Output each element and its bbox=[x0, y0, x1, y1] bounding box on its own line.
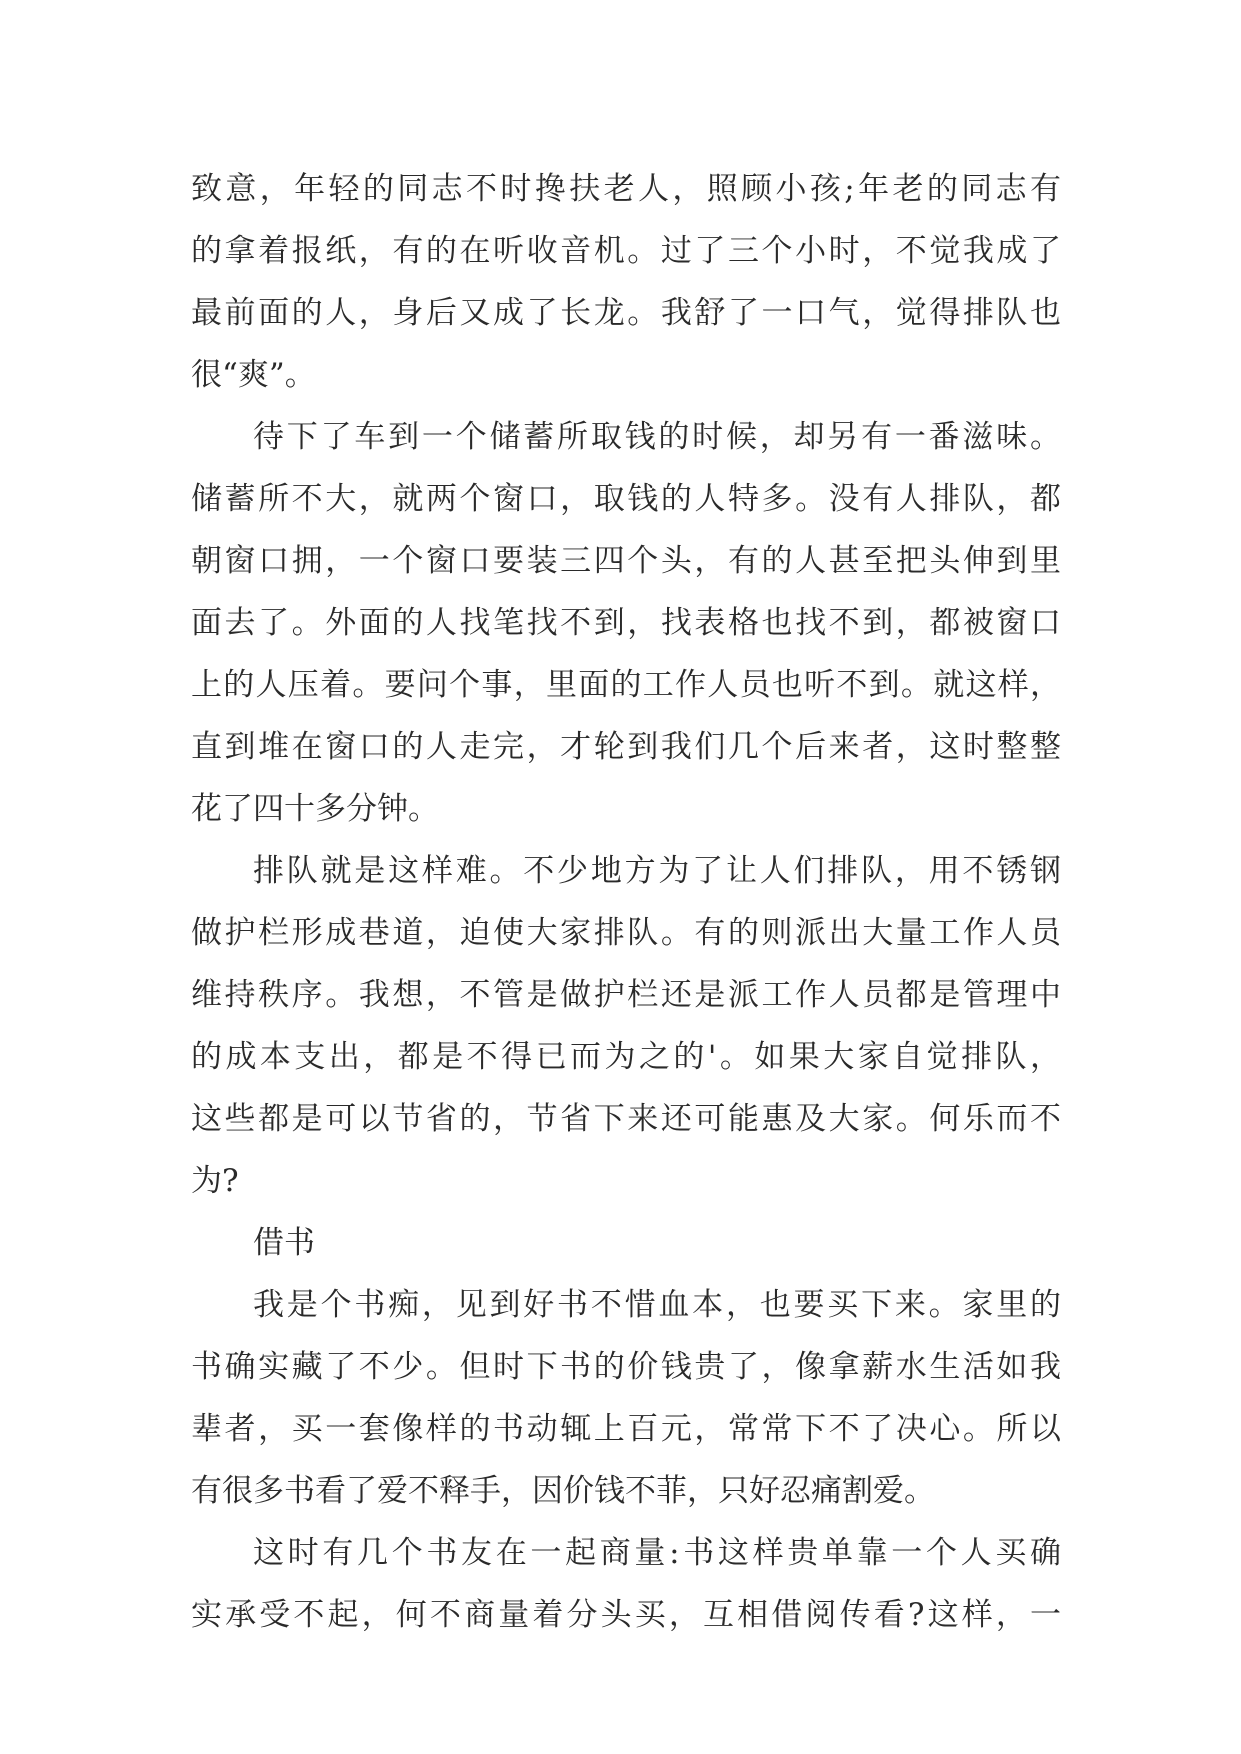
text-line: 待下了车到一个储蓄所取钱的时候，却另有一番滋味。 bbox=[253, 419, 1061, 455]
text-line: 这些都是可以节省的，节省下来还可能惠及大家。何乐而不 bbox=[191, 1101, 1061, 1137]
text-line: 储蓄所不大，就两个窗口，取钱的人特多。没有人排队，都 bbox=[191, 481, 1061, 517]
text-line: 很“爽”。 bbox=[191, 357, 316, 393]
body-text bbox=[191, 158, 1061, 1646]
paragraph bbox=[191, 840, 1061, 1212]
text-line: 维持秩序。我想，不管是做护栏还是派工作人员都是管理中 bbox=[191, 977, 1061, 1013]
text-line: 为? bbox=[191, 1163, 239, 1199]
text-line: 实承受不起，何不商量着分头买，互相借阅传看?这样，一 bbox=[191, 1597, 1061, 1633]
paragraph bbox=[191, 1522, 1061, 1646]
text-line: 面去了。外面的人找笔找不到，找表格也找不到，都被窗口 bbox=[191, 605, 1061, 641]
paragraph bbox=[191, 158, 1061, 406]
paragraph bbox=[191, 1274, 1061, 1522]
text-line: 书确实藏了不少。但时下书的价钱贵了，像拿薪水生活如我 bbox=[191, 1349, 1061, 1385]
text-line: 辈者，买一套像样的书动辄上百元，常常下不了决心。所以 bbox=[191, 1411, 1061, 1447]
text-line: 花了四十多分钟。 bbox=[191, 791, 439, 827]
text-line: 借书 bbox=[253, 1225, 315, 1261]
text-line: 有很多书看了爱不释手，因价钱不菲，只好忍痛割爱。 bbox=[191, 1473, 935, 1509]
text-line: 做护栏形成巷道，迫使大家排队。有的则派出大量工作人员 bbox=[191, 915, 1061, 951]
text-line: 直到堆在窗口的人走完，才轮到我们几个后来者，这时整整 bbox=[191, 729, 1061, 765]
text-line: 致意，年轻的同志不时搀扶老人，照顾小孩;年老的同志有 bbox=[191, 171, 1061, 207]
text-line: 上的人压着。要问个事，里面的工作人员也听不到。就这样， bbox=[191, 667, 1061, 703]
text-line: 排队就是这样难。不少地方为了让人们排队，用不锈钢 bbox=[253, 853, 1061, 889]
text-line: 朝窗口拥，一个窗口要装三四个头，有的人甚至把头伸到里 bbox=[191, 543, 1061, 579]
text-line: 这时有几个书友在一起商量:书这样贵单靠一个人买确 bbox=[253, 1535, 1061, 1571]
section-title bbox=[191, 1212, 1061, 1274]
text-line: 的拿着报纸，有的在听收音机。过了三个小时，不觉我成了 bbox=[191, 233, 1061, 269]
paragraph bbox=[191, 406, 1061, 840]
text-line: 我是个书痴，见到好书不惜血本，也要买下来。家里的 bbox=[253, 1287, 1061, 1323]
text-line: 的成本支出，都是不得已而为之的'。如果大家自觉排队， bbox=[191, 1039, 1061, 1075]
text-line: 最前面的人，身后又成了长龙。我舒了一口气，觉得排队也 bbox=[191, 295, 1061, 331]
